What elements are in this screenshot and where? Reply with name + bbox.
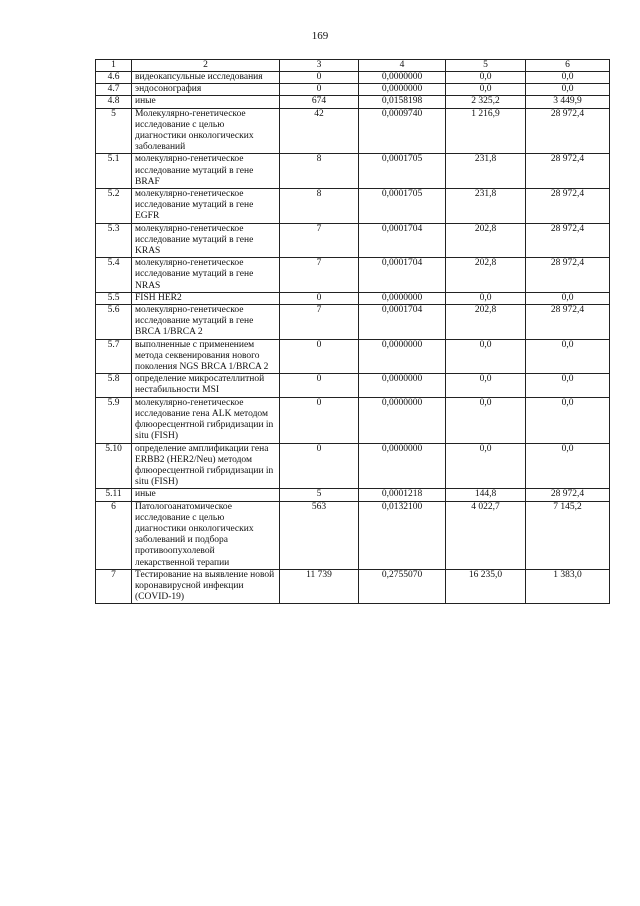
row-value-col5: 202,8: [446, 223, 526, 258]
row-name: молекулярно-генетическое исследование мутаций в гене KRAS: [132, 223, 280, 258]
row-value-col6: 7 145,2: [526, 501, 610, 569]
row-value-col6: 0,0: [526, 374, 610, 397]
row-value-col4: 0,0009740: [359, 108, 446, 154]
row-name: FISH HER2: [132, 292, 280, 304]
row-number: 5.5: [96, 292, 132, 304]
row-value-col3: 7: [280, 223, 359, 258]
column-header: 4: [359, 60, 446, 72]
row-value-col3: 0: [280, 374, 359, 397]
table-row: [96, 339, 610, 374]
row-number: 4.8: [96, 96, 132, 108]
header-row: [96, 60, 610, 72]
row-number: 4.7: [96, 84, 132, 96]
row-value-col3: 8: [280, 189, 359, 224]
row-value-col5: 4 022,7: [446, 501, 526, 569]
row-name: эндосонография: [132, 84, 280, 96]
row-value-col6: 0,0: [526, 84, 610, 96]
row-value-col6: 28 972,4: [526, 489, 610, 501]
row-name: молекулярно-генетическое исследование мутаций в гене BRAF: [132, 154, 280, 189]
table-row: [96, 501, 610, 569]
table-row: [96, 443, 610, 489]
row-value-col5: 2 325,2: [446, 96, 526, 108]
column-header: 3: [280, 60, 359, 72]
row-value-col3: 0: [280, 84, 359, 96]
row-name: молекулярно-генетическое исследование гена ALK методом флюоресцентной гибридизации in situ (FISH): [132, 397, 280, 443]
row-number: 5.7: [96, 339, 132, 374]
row-value-col6: 28 972,4: [526, 223, 610, 258]
row-number: 5.6: [96, 305, 132, 340]
table-row: [96, 258, 610, 293]
table-row: [96, 292, 610, 304]
row-number: 5.8: [96, 374, 132, 397]
table-row: [96, 223, 610, 258]
row-name: Патологоанатомическое исследование с целью диагностики онкологических заболеваний и подбора противоопухолевой лекарственной терапии: [132, 501, 280, 569]
row-value-col3: 5: [280, 489, 359, 501]
column-header: 2: [132, 60, 280, 72]
table-row: [96, 96, 610, 108]
row-number: 5.9: [96, 397, 132, 443]
row-value-col3: 8: [280, 154, 359, 189]
table-row: [96, 397, 610, 443]
row-value-col5: 0,0: [446, 374, 526, 397]
row-value-col3: 0: [280, 397, 359, 443]
row-value-col3: 11 739: [280, 569, 359, 604]
row-name: Молекулярно-генетическое исследование с целью диагностики онкологических заболеваний: [132, 108, 280, 154]
row-name: иные: [132, 489, 280, 501]
row-value-col5: 231,8: [446, 189, 526, 224]
row-name: молекулярно-генетическое исследование мутаций в гене EGFR: [132, 189, 280, 224]
table-row: [96, 305, 610, 340]
row-value-col4: 0,0000000: [359, 84, 446, 96]
table-row: [96, 489, 610, 501]
row-number: 6: [96, 501, 132, 569]
row-name: определение амплификации гена ERBB2 (HER2/Neu) методом флюоресцентной гибридизации in situ (FISH): [132, 443, 280, 489]
table-row: [96, 154, 610, 189]
row-number: 5.2: [96, 189, 132, 224]
row-number: 5.3: [96, 223, 132, 258]
row-value-col4: 0,0132100: [359, 501, 446, 569]
row-value-col3: 7: [280, 305, 359, 340]
row-value-col4: 0,0000000: [359, 72, 446, 84]
row-value-col6: 3 449,9: [526, 96, 610, 108]
row-value-col6: 28 972,4: [526, 154, 610, 189]
row-number: 5.1: [96, 154, 132, 189]
row-value-col6: 0,0: [526, 397, 610, 443]
row-value-col4: 0,0000000: [359, 397, 446, 443]
row-value-col5: 16 235,0: [446, 569, 526, 604]
table-row: [96, 108, 610, 154]
column-header: 6: [526, 60, 610, 72]
row-value-col4: 0,0001705: [359, 154, 446, 189]
row-value-col6: 28 972,4: [526, 258, 610, 293]
column-header: 1: [96, 60, 132, 72]
row-value-col4: 0,0000000: [359, 374, 446, 397]
row-value-col3: 674: [280, 96, 359, 108]
data-table: [95, 59, 610, 604]
row-value-col4: 0,2755070: [359, 569, 446, 604]
row-value-col4: 0,0001704: [359, 223, 446, 258]
row-value-col5: 202,8: [446, 258, 526, 293]
row-value-col6: 0,0: [526, 292, 610, 304]
row-value-col5: 202,8: [446, 305, 526, 340]
row-value-col6: 28 972,4: [526, 108, 610, 154]
row-name: выполненные с применением метода секвенирования нового поколения NGS BRCA 1/BRCA 2: [132, 339, 280, 374]
row-value-col4: 0,0001705: [359, 189, 446, 224]
row-value-col3: 0: [280, 72, 359, 84]
row-value-col6: 28 972,4: [526, 305, 610, 340]
row-value-col4: 0,0001704: [359, 305, 446, 340]
row-number: 4.6: [96, 72, 132, 84]
row-value-col5: 0,0: [446, 72, 526, 84]
row-value-col5: 0,0: [446, 84, 526, 96]
row-value-col4: 0,0001704: [359, 258, 446, 293]
row-value-col5: 0,0: [446, 339, 526, 374]
page-number: 169: [311, 30, 329, 42]
row-value-col5: 144,8: [446, 489, 526, 501]
row-number: 5: [96, 108, 132, 154]
row-number: 5.10: [96, 443, 132, 489]
row-name: молекулярно-генетическое исследование мутаций в гене NRAS: [132, 258, 280, 293]
row-value-col4: 0,0000000: [359, 292, 446, 304]
row-number: 5.4: [96, 258, 132, 293]
row-value-col4: 0,0000000: [359, 443, 446, 489]
row-value-col4: 0,0158198: [359, 96, 446, 108]
row-value-col5: 0,0: [446, 443, 526, 489]
row-value-col3: 0: [280, 292, 359, 304]
row-value-col5: 0,0: [446, 292, 526, 304]
row-value-col3: 42: [280, 108, 359, 154]
table-row: [96, 84, 610, 96]
table-row: [96, 189, 610, 224]
row-value-col5: 231,8: [446, 154, 526, 189]
row-value-col6: 0,0: [526, 72, 610, 84]
row-value-col3: 0: [280, 339, 359, 374]
row-name: видеокапсульные исследования: [132, 72, 280, 84]
row-value-col5: 0,0: [446, 397, 526, 443]
column-header: 5: [446, 60, 526, 72]
row-name: иные: [132, 96, 280, 108]
row-value-col4: 0,0001218: [359, 489, 446, 501]
row-name: молекулярно-генетическое исследование мутаций в гене BRCA 1/BRCA 2: [132, 305, 280, 340]
table-row: [96, 72, 610, 84]
table-row: [96, 569, 610, 604]
row-name: Тестирование на выявление новой коронавирусной инфекции (COVID-19): [132, 569, 280, 604]
table-body: [96, 72, 610, 604]
table-row: [96, 374, 610, 397]
row-value-col6: 28 972,4: [526, 189, 610, 224]
row-value-col6: 0,0: [526, 443, 610, 489]
row-value-col3: 7: [280, 258, 359, 293]
row-value-col5: 1 216,9: [446, 108, 526, 154]
row-number: 5.11: [96, 489, 132, 501]
row-number: 7: [96, 569, 132, 604]
row-value-col3: 563: [280, 501, 359, 569]
row-value-col6: 1 383,0: [526, 569, 610, 604]
row-value-col6: 0,0: [526, 339, 610, 374]
row-name: определение микросателлитной нестабильности MSI: [132, 374, 280, 397]
row-value-col4: 0,0000000: [359, 339, 446, 374]
row-value-col3: 0: [280, 443, 359, 489]
